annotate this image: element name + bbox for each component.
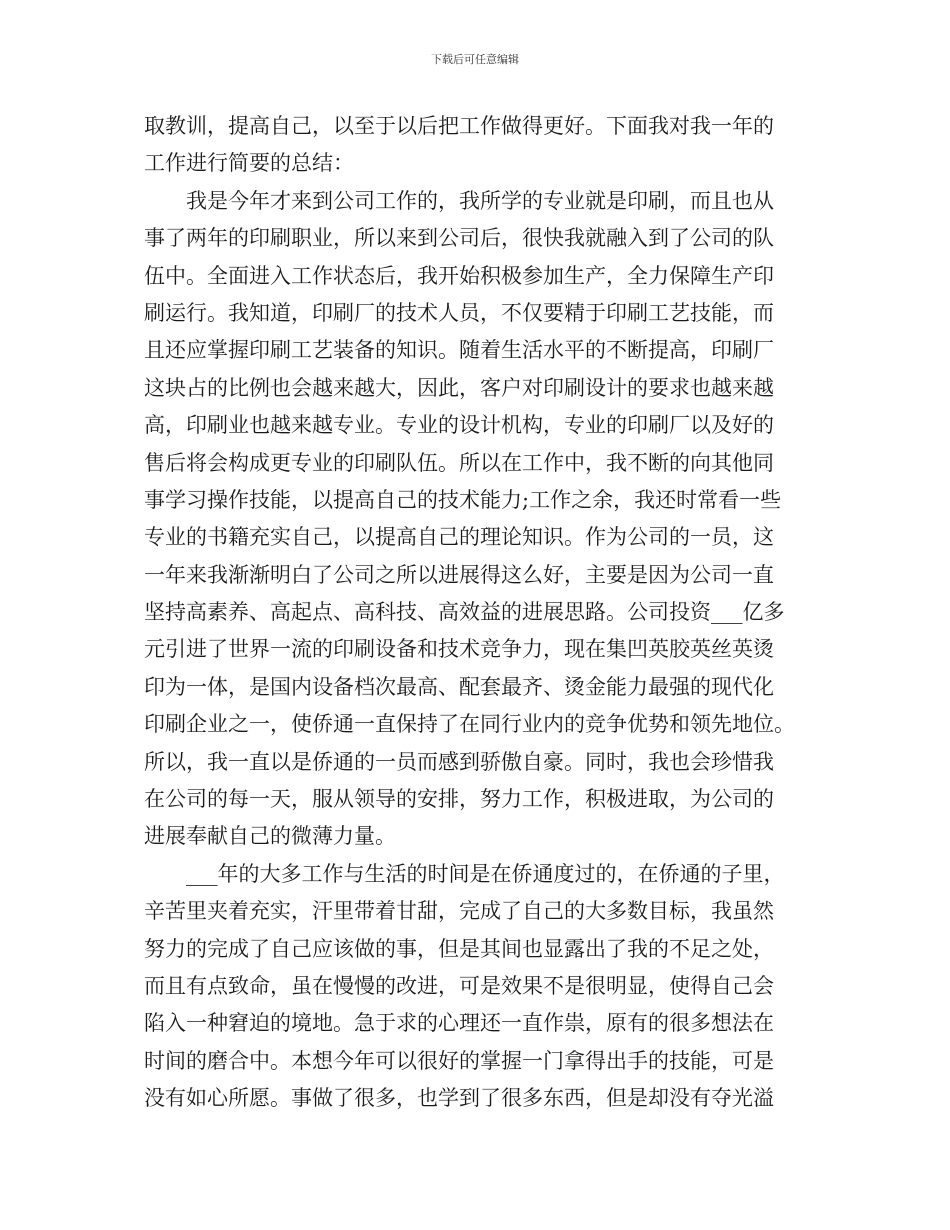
page-header: 下载后可任意编辑 — [431, 53, 519, 66]
paragraph-line: 陷入一种窘迫的境地。急于求的心理还一直作祟，原有的很多想法在 — [144, 1011, 774, 1036]
paragraph-line: 高，印刷业也越来越专业。专业的设计机构，专业的印刷厂以及好的 — [144, 413, 774, 438]
paragraph-line: 刷运行。我知道，印刷厂的技术人员，不仅要精于印刷工艺技能，而 — [144, 300, 774, 325]
paragraph-line: 进展奉献自己的微薄力量。 — [144, 824, 396, 849]
paragraph-line: 事了两年的印刷职业，所以来到公司后，很快我就融入到了公司的队 — [144, 226, 774, 251]
paragraph-line: 事学习操作技能，以提高自己的技术能力;工作之余，我还时常看一些 — [144, 487, 782, 512]
paragraph-line: 在公司的每一天，服从领导的安排，努力工作，积极进取，为公司的 — [144, 787, 774, 812]
paragraph-line: 没有如心所愿。事做了很多，也学到了很多东西，但是却没有夺光溢 — [144, 1086, 774, 1111]
paragraph-line: 而且有点致命，虽在慢慢的改进，可是效果不是很明显，使得自己会 — [144, 973, 774, 998]
paragraph-line: 坚持高素养、高起点、高科技、高效益的进展思路。公司投资___亿多 — [144, 600, 785, 625]
paragraph-line: 印刷企业之一，使侨通一直保持了在同行业内的竞争优势和领先地位。 — [144, 712, 795, 737]
paragraph-line: 售后将会构成更专业的印刷队伍。所以在工作中，我不断的向其他同 — [144, 450, 774, 475]
paragraph-line: 所以，我一直以是侨通的一员而感到骄傲自豪。同时，我也会珍惜我 — [144, 749, 774, 774]
paragraph-line: 专业的书籍充实自己，以提高自己的理论知识。作为公司的一员，这 — [144, 525, 774, 550]
document-body — [144, 108, 814, 1118]
paragraph-first-line: 我是今年才来到公司工作的，我所学的专业就是印刷，而且也从 — [186, 188, 774, 213]
paragraph-line: 努力的完成了自己应该做的事，但是其间也显露出了我的不足之处， — [144, 936, 774, 961]
paragraph-line: 辛苦里夹着充实，汗里带着甘甜，完成了自己的大多数目标，我虽然 — [144, 899, 774, 924]
paragraph-line: 印为一体，是国内设备档次最高、配套最齐、烫金能力最强的现代化 — [144, 674, 774, 699]
paragraph-first-line: ___年的大多工作与生活的时间是在侨通度过的，在侨通的子里， — [186, 861, 785, 886]
paragraph-line: 一年来我渐渐明白了公司之所以进展得这么好，主要是因为公司一直 — [144, 562, 774, 587]
paragraph-line: 这块占的比例也会越来越大，因此，客户对印刷设计的要求也越来越 — [144, 375, 774, 400]
paragraph-line: 工作进行简要的总结： — [144, 151, 354, 176]
paragraph-line: 取教训，提高自己，以至于以后把工作做得更好。下面我对我一年的 — [144, 114, 774, 138]
paragraph-line: 且还应掌握印刷工艺装备的知识。随着生活水平的不断提高，印刷厂 — [144, 338, 774, 363]
paragraph-line: 时间的磨合中。本想今年可以很好的掌握一门拿得出手的技能，可是 — [144, 1048, 774, 1073]
paragraph-line: 元引进了世界一流的印刷设备和技术竞争力，现在集凹英胶英丝英烫 — [144, 637, 774, 662]
paragraph-line: 伍中。全面进入工作状态后，我开始积极参加生产，全力保障生产印 — [144, 263, 774, 288]
